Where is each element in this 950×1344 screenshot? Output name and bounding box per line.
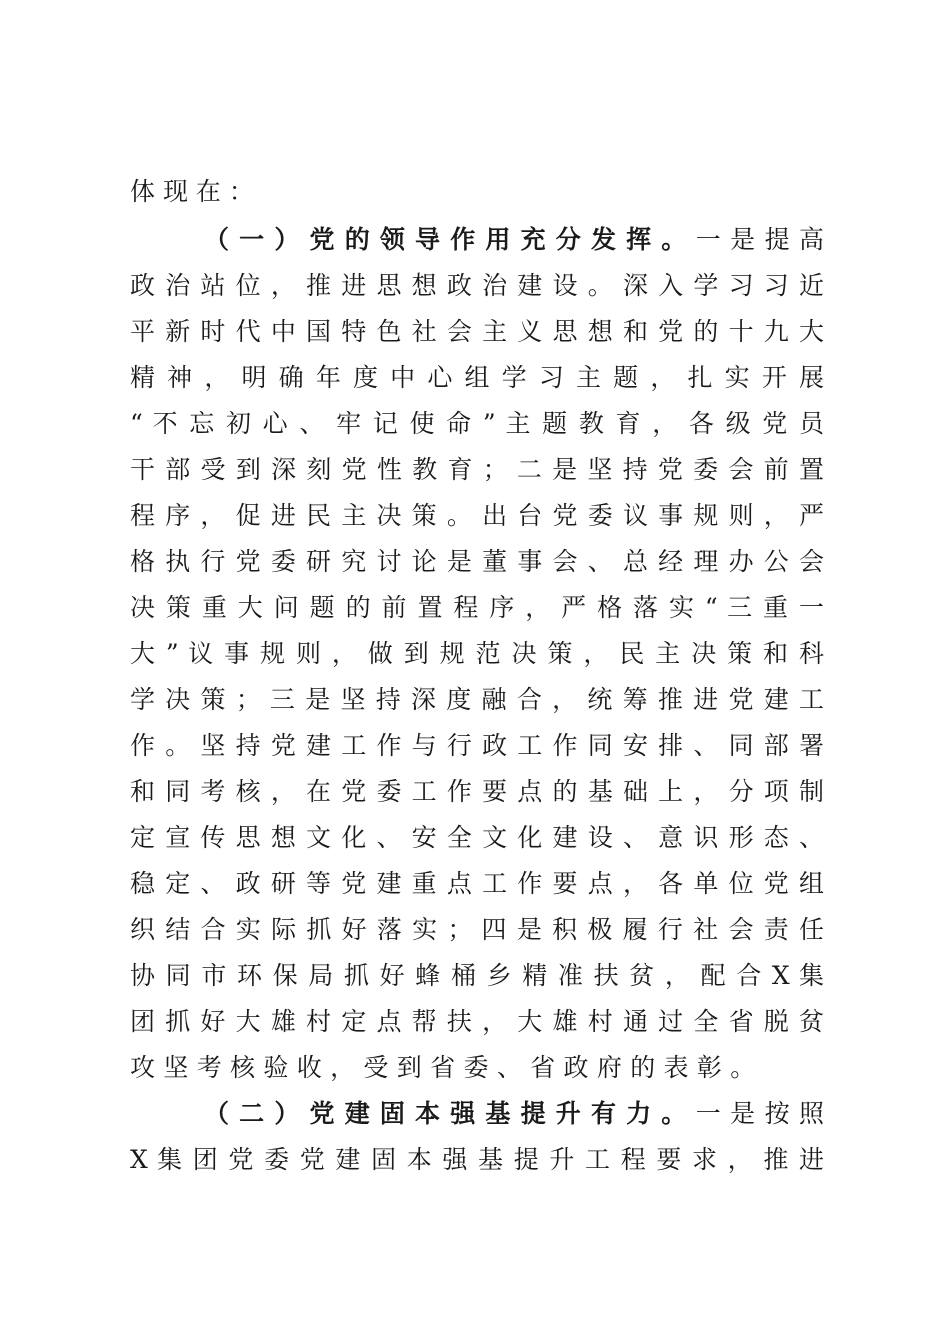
text-line-15: 定 宣 传 思 想 文 化 、 安 全 文 化 建 设 、 意 识 形 态 、 [130,823,824,852]
section-heading-2-text: 一 是 按 照 [687,1099,824,1128]
section-heading-1-text: 一 是 提 高 [687,225,824,254]
text-line-18: 协 同 市 环 保 局 抓 好 蜂 桶 乡 精 准 扶 贫 ， 配 合 X 集 [130,961,824,990]
text-line-11: 大 ” 议 事 规 则 ， 做 到 规 范 决 策 ， 民 主 决 策 和 科 [130,639,824,668]
text-line-22: X 集 团 党 委 党 建 固 本 强 基 提 升 工 程 要 求 ， 推 进 [130,1145,824,1174]
text-line-12: 学 决 策 ； 三 是 坚 持 深 度 融 合 ， 统 筹 推 进 党 建 工 [130,685,824,714]
text-line-7: 干 部 受 到 深 刻 党 性 教 育 ； 二 是 坚 持 党 委 会 前 置 [130,455,824,484]
section-heading-2-title: （ 二 ） 党 建 固 本 强 基 提 升 有 力 。 [204,1099,688,1128]
section-heading-2 [204,1098,824,1130]
text-line-20: 攻 坚 考 核 验 收 ， 受 到 省 委 、 省 政 府 的 表 彰 。 [130,1053,756,1082]
text-line-14: 和 同 考 核 ， 在 党 委 工 作 要 点 的 基 础 上 ， 分 项 制 [130,777,824,806]
text-line-13: 作 。 坚 持 党 建 工 作 与 行 政 工 作 同 安 排 、 同 部 署 [130,731,824,760]
section-heading-1 [204,224,824,256]
text-line-6: “ 不 忘 初 心 、 牢 记 使 命 ” 主 题 教 育 ， 各 级 党 员 [130,409,824,438]
text-line-5: 精 神 ， 明 确 年 度 中 心 组 学 习 主 题 ， 扎 实 开 展 [130,363,824,392]
text-line-16: 稳 定 、 政 研 等 党 建 重 点 工 作 要 点 ， 各 单 位 党 组 [130,869,824,898]
text-line-4: 平 新 时 代 中 国 特 色 社 会 主 义 思 想 和 党 的 十 九 大 [130,317,824,346]
section-heading-1-title: （ 一 ） 党 的 领 导 作 用 充 分 发 挥 。 [204,225,688,254]
text-line-10: 决 策 重 大 问 题 的 前 置 程 序 ， 严 格 落 实 “ 三 重 一 [130,593,824,622]
text-line-8: 程 序 ， 促 进 民 主 决 策 。 出 台 党 委 议 事 规 则 ， 严 [130,501,824,530]
text-line-19: 团 抓 好 大 雄 村 定 点 帮 扶 ， 大 雄 村 通 过 全 省 脱 贫 [130,1007,824,1036]
text-line-3: 政 治 站 位 ， 推 进 思 想 政 治 建 设 。 深 入 学 习 习 近 [130,271,824,300]
text-line-9: 格 执 行 党 委 研 究 讨 论 是 董 事 会 、 总 经 理 办 公 会 [130,547,824,576]
text-line-1: 体 现 在 ： [130,177,254,206]
text-line-17: 织 结 合 实 际 抓 好 落 实 ； 四 是 积 极 履 行 社 会 责 任 [130,915,824,944]
